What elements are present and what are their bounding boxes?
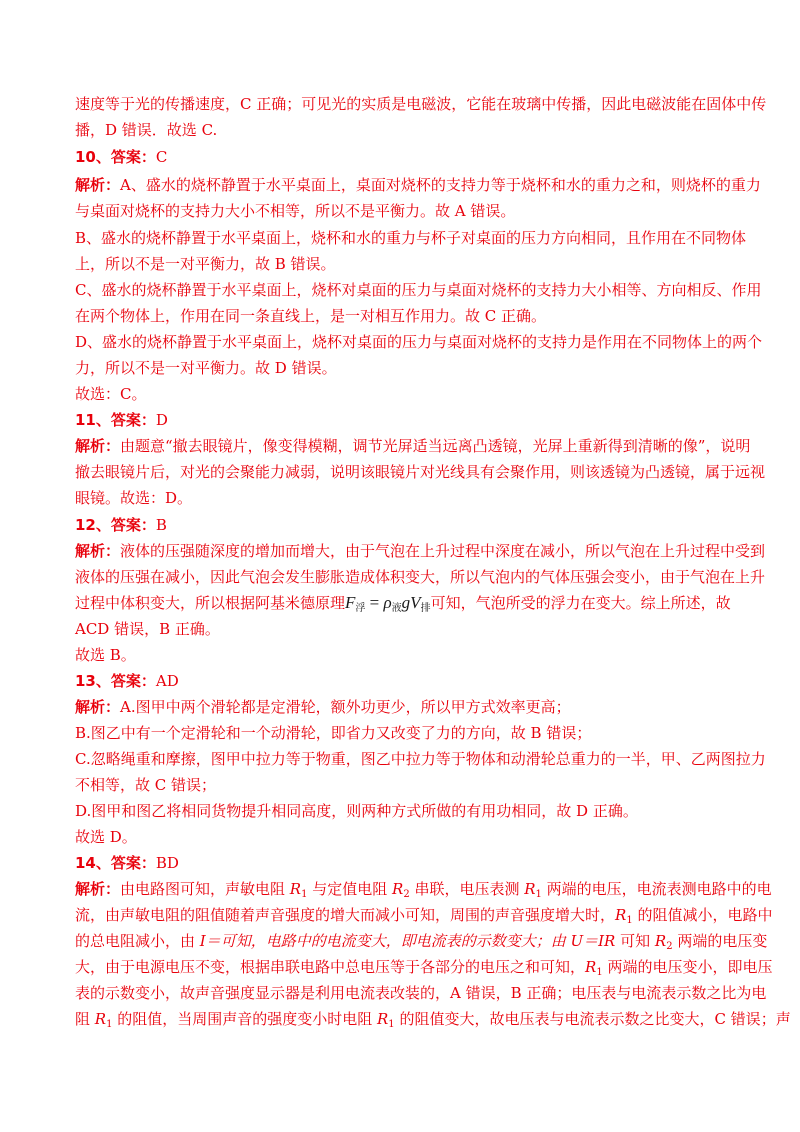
answer-label: 12、答案： <box>75 516 156 534</box>
answer-heading-14 <box>75 853 179 873</box>
text-line: 不相等，故 C 错误； <box>75 776 217 794</box>
answer-heading-13 <box>75 671 179 691</box>
text-line: 故选 D。 <box>75 828 137 846</box>
answer-value: D <box>155 411 168 429</box>
text-line: ACD 错误，B 正确。 <box>75 620 220 638</box>
text-line: D.图甲和图乙将相同货物提升相同高度，则两种方式所做的有用功相同，故 D 正确。 <box>75 802 638 820</box>
text-line: B、盛水的烧杯静置于水平桌面上，烧杯和水的重力与杯子对桌面的压力方向相同，且作用在不同物体 <box>75 229 747 247</box>
answer-label: 13、答案： <box>75 672 156 690</box>
text-line: B.图乙中有一个定滑轮和一个动滑轮，即省力又改变了力的方向，故 B 错误； <box>75 724 592 742</box>
answer-value: BD <box>155 854 179 872</box>
text-line: 大，由于电源电压不变，根据串联电路中总电压等于各部分的电压之和可知，$R_1$ 两端的电压变小，即电压 <box>75 958 773 978</box>
analysis-line: 解析：由题意“撤去眼镜片，像变得模糊，调节光屏适当远离凸透镜，光屏上重新得到清晰的像”，说明 <box>75 437 751 455</box>
text-line: 眼镜。故选：D。 <box>75 489 193 507</box>
answer-label: 11、答案： <box>75 411 156 429</box>
answer-heading-12 <box>75 515 167 535</box>
analysis-line: 解析：A、盛水的烧杯静置于水平桌面上，桌面对烧杯的支持力等于烧杯和水的重力之和，则烧杯的重力 <box>75 176 761 194</box>
text-line: 液体的压强在减小，因此气泡会发生膨胀造成体积变大，所以气泡内的气体压强会变小，由于气泡在上升 <box>75 568 766 586</box>
answer-value: B <box>155 516 167 534</box>
text-line: 上，所以不是一对平衡力，故 B 错误。 <box>75 255 336 273</box>
text-line: 故选 B。 <box>75 646 136 664</box>
analysis-label: 解析： <box>75 437 121 455</box>
answer-label: 14、答案： <box>75 854 156 872</box>
text-line: 故选：C。 <box>75 385 147 403</box>
text-line: C、盛水的烧杯静置于水平桌面上，烧杯对桌面的压力与桌面对烧杯的支持力大小相等、方向相反、作用 <box>75 281 762 299</box>
text-line: 与桌面对烧杯的支持力大小不相等，所以不是平衡力。故 A 错误。 <box>75 202 516 220</box>
text-line: 速度等于光的传播速度，C 正确；可见光的实质是电磁波，它能在玻璃中传播，因此电磁波能在固体中传 <box>75 95 767 113</box>
text-line: 表的示数变小，故声音强度显示器是利用电流表改装的，A 错误，B 正确；电压表与电流表示数之比为电 <box>75 984 767 1002</box>
text-line: 在两个物体上，作用在同一条直线上，是一对相互作用力。故 C 正确。 <box>75 307 547 325</box>
text-line: 播，D 错误．故选 C. <box>75 121 218 139</box>
answer-value: AD <box>155 672 179 690</box>
text-line: 阻 $R_1$ 的阻值，当周围声音的强度变小时电阻 $R_1$ 的阻值变大，故电压表与电流表示数之比变大，C 错误；声 <box>75 1010 791 1030</box>
analysis-label: 解析： <box>75 698 121 716</box>
answer-heading-10 <box>75 147 167 167</box>
text-line: C.忽略绳重和摩擦，图甲中拉力等于物重，图乙中拉力等于物体和动滑轮总重力的一半，甲、乙两图拉力 <box>75 750 766 768</box>
buoyancy-formula: $F_浮 = \rho_液gV_排$ <box>345 593 431 614</box>
answer-label: 10、答案： <box>75 148 156 166</box>
answer-value: C <box>155 148 168 166</box>
analysis-line: 解析：A.图甲中两个滑轮都是定滑轮，额外功更少，所以甲方式效率更高； <box>75 698 571 716</box>
analysis-line: 解析：由电路图可知，声敏电阻 $R_1$ 与定值电阻 $R_2$ 串联，电压表测 $R_1$ 两端的电压，电流表测电路中的电 <box>75 880 772 900</box>
analysis-label: 解析： <box>75 542 121 560</box>
text-line: 撤去眼镜片后，对光的会聚能力减弱，说明该眼镜片对光线具有会聚作用，则该透镜为凸透镜，属于远视 <box>75 463 766 481</box>
text-line: 的总电阻减小，由 I＝可知，电路中的电流变大，即电流表的示数变大；由 U＝IR 可知 $R_2$ 两端的电压变 <box>75 932 768 952</box>
answer-heading-11 <box>75 410 168 430</box>
analysis-label: 解析： <box>75 176 121 194</box>
text-line: D、盛水的烧杯静置于水平桌面上，烧杯对桌面的压力与桌面对烧杯的支持力是作用在不同物体上的两个 <box>75 333 763 351</box>
text-line: 流，由声敏电阻的阻值随着声音强度的增大而减小可知，周围的声音强度增大时，$R_1$ 的阻值减小，电路中 <box>75 906 773 926</box>
analysis-label: 解析： <box>75 880 121 898</box>
text-line-with-formula: 过程中体积变大，所以根据阿基米德原理$F_浮 = \rho_液gV_排$可知，气泡所受的浮力在变大。综上所述，故 <box>75 593 731 614</box>
text-line: 力，所以不是一对平衡力。故 D 错误。 <box>75 359 337 377</box>
analysis-line: 解析：液体的压强随深度的增加而增大，由于气泡在上升过程中深度在减小，所以气泡在上升过程中受到 <box>75 542 766 560</box>
